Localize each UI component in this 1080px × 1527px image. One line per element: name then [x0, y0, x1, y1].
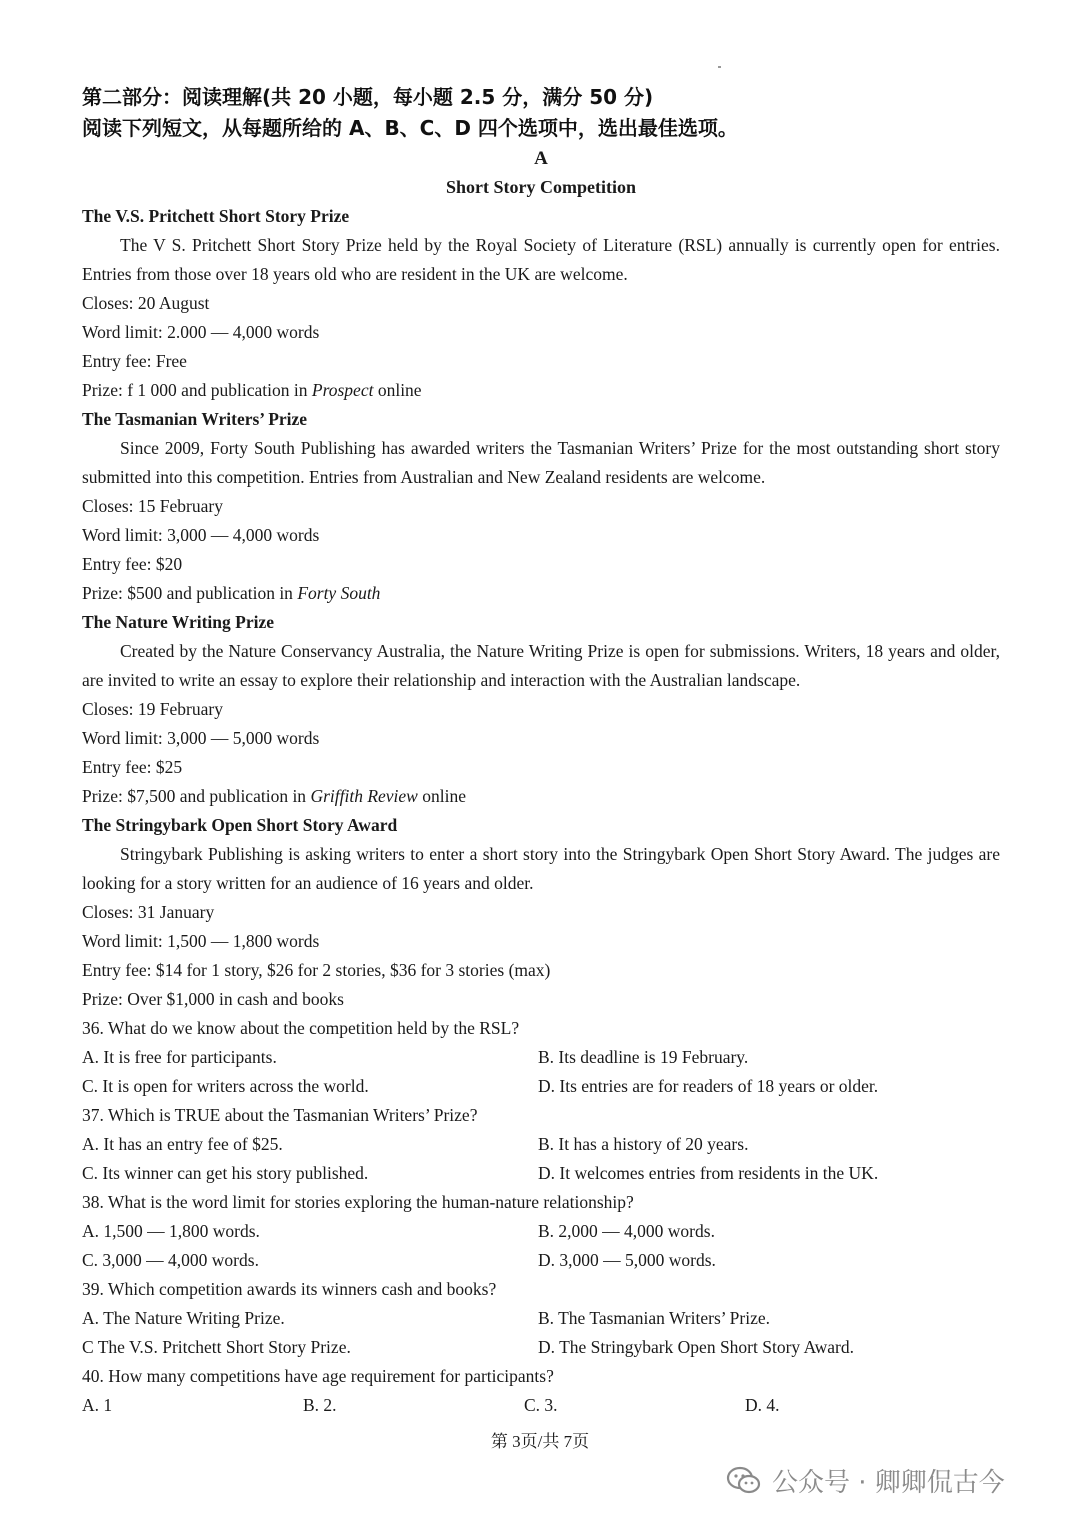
question — [82, 1188, 1000, 1275]
option-d: D. 4. — [745, 1395, 780, 1415]
option-b: B. 2,000 — 4,000 words. — [538, 1221, 715, 1241]
question-stem: 38. What is the word limit for stories exploring the human-nature relationship? — [82, 1192, 634, 1212]
closes-line: Closes: 20 August — [82, 293, 210, 313]
watermark — [726, 1462, 1005, 1499]
closes-line: Closes: 19 February — [82, 699, 223, 719]
section-description: Created by the Nature Conservancy Australia, the Nature Writing Prize is open for submissions. Writers, 18 years and older, are invited to write an essay to explore their relationship and interaction with the Australian landscape. — [82, 641, 1000, 690]
question — [82, 1014, 1000, 1101]
options-row — [82, 1333, 1000, 1362]
prize-line — [82, 579, 1000, 608]
options-row — [82, 1391, 1000, 1420]
entry-fee-line: Entry fee: $14 for 1 story, $26 for 2 stories, $36 for 3 stories (max) — [82, 960, 551, 980]
word-limit-line: Word limit: 3,000 — 4,000 words — [82, 525, 320, 545]
option-c: C. 3. — [524, 1395, 558, 1415]
publication-name: Prospect — [311, 380, 374, 400]
prize-text: Prize: $500 and publication in — [82, 583, 298, 603]
word-limit-line: Word limit: 3,000 — 5,000 words — [82, 728, 320, 748]
option-a: A. 1,500 — 1,800 words. — [82, 1221, 260, 1241]
options-row — [82, 1246, 1000, 1275]
question — [82, 1275, 1000, 1362]
option-a: A. The Nature Writing Prize. — [82, 1308, 285, 1328]
prize-text: Prize: $7,500 and publication in — [82, 786, 311, 806]
competition-section — [82, 202, 1000, 405]
word-limit-line: Word limit: 2.000 — 4,000 words — [82, 322, 320, 342]
question-stem: 40. How many competitions have age requirement for participants? — [82, 1366, 554, 1386]
option-d: D. 3,000 — 5,000 words. — [538, 1250, 716, 1270]
section-description: Since 2009, Forty South Publishing has awarded writers the Tasmanian Writers’ Prize for the most outstanding short story submitted into this competition. Entries from Australian and New Zealand residents are welcome. — [82, 438, 1000, 487]
option-d: D. Its entries are for readers of 18 years or older. — [538, 1076, 879, 1096]
options-row — [82, 1304, 1000, 1333]
question-stem: 36. What do we know about the competition held by the RSL? — [82, 1018, 520, 1038]
prize-line — [82, 985, 1000, 1014]
competition-section — [82, 811, 1000, 1014]
wechat-icon — [726, 1466, 762, 1496]
publication-name: Forty South — [297, 583, 381, 603]
prize-suffix: online — [373, 380, 422, 400]
option-d: D. It welcomes entries from residents in the UK. — [538, 1163, 879, 1183]
section-title: The Tasmanian Writers’ Prize — [82, 409, 308, 429]
part-title: 第二部分：阅读理解(共 20 小题，每小题 2.5 分，满分 50 分) — [82, 85, 654, 109]
option-a: A. It is free for participants. — [82, 1047, 277, 1067]
section-title: The Stringybark Open Short Story Award — [82, 815, 398, 835]
options-row — [82, 1159, 1000, 1188]
page-number: 第 3页/共 7页 — [490, 1432, 590, 1451]
closes-line: Closes: 31 January — [82, 902, 215, 922]
option-b: B. The Tasmanian Writers’ Prize. — [538, 1308, 770, 1328]
option-c: C. Its winner can get his story published. — [82, 1163, 369, 1183]
option-c: C. It is open for writers across the world. — [82, 1076, 369, 1096]
options-row — [82, 1217, 1000, 1246]
prize-text: Prize: f 1 000 and publication in — [82, 380, 312, 400]
option-a: A. 1 — [82, 1395, 113, 1415]
prize-line — [82, 376, 1000, 405]
entry-fee-line: Entry fee: $20 — [82, 554, 183, 574]
options-row — [82, 1072, 1000, 1101]
publication-name: Griffith Review — [310, 786, 418, 806]
prize-text: Prize: Over $1,000 in cash and books — [82, 989, 344, 1009]
option-b: B. Its deadline is 19 February. — [538, 1047, 749, 1067]
closes-line: Closes: 15 February — [82, 496, 223, 516]
passage-letter: A — [534, 148, 548, 169]
question — [82, 1101, 1000, 1188]
options-row — [82, 1043, 1000, 1072]
option-b: B. 2. — [303, 1395, 337, 1415]
instruction: 阅读下列短文，从每题所给的 A、B、C、D 四个选项中，选出最佳选项。 — [82, 116, 738, 140]
section-title: The Nature Writing Prize — [82, 612, 274, 632]
option-b: B. It has a history of 20 years. — [538, 1134, 749, 1154]
word-limit-line: Word limit: 1,500 — 1,800 words — [82, 931, 320, 951]
entry-fee-line: Entry fee: Free — [82, 351, 187, 371]
section-description: The V S. Pritchett Short Story Prize held by the Royal Society of Literature (RSL) annually is currently open for entries. Entries from those over 18 years old who are resident in the UK are welcome. — [82, 235, 1000, 284]
option-a: A. It has an entry fee of $25. — [82, 1134, 283, 1154]
competition-section — [82, 608, 1000, 811]
exam-page — [82, 82, 1000, 1420]
passage-title: Short Story Competition — [446, 177, 636, 197]
option-c: C The V.S. Pritchett Short Story Prize. — [82, 1337, 351, 1357]
speck-mark — [718, 66, 721, 68]
section-description: Stringybark Publishing is asking writers to enter a short story into the Stringybark Open Short Story Award. The judges are looking for a story written for an audience of 16 years and older. — [82, 844, 1000, 893]
option-d: D. The Stringybark Open Short Story Award. — [538, 1337, 854, 1357]
options-row — [82, 1130, 1000, 1159]
option-c: C. 3,000 — 4,000 words. — [82, 1250, 259, 1270]
prize-suffix: online — [417, 786, 466, 806]
entry-fee-line: Entry fee: $25 — [82, 757, 183, 777]
question — [82, 1362, 1000, 1420]
competition-section — [82, 405, 1000, 608]
prize-line — [82, 782, 1000, 811]
section-title: The V.S. Pritchett Short Story Prize — [82, 206, 350, 226]
watermark-text: 公众号 · 卿卿侃古今 — [772, 1468, 1005, 1498]
question-stem: 39. Which competition awards its winners cash and books? — [82, 1279, 497, 1299]
question-stem: 37. Which is TRUE about the Tasmanian Writers’ Prize? — [82, 1105, 478, 1125]
